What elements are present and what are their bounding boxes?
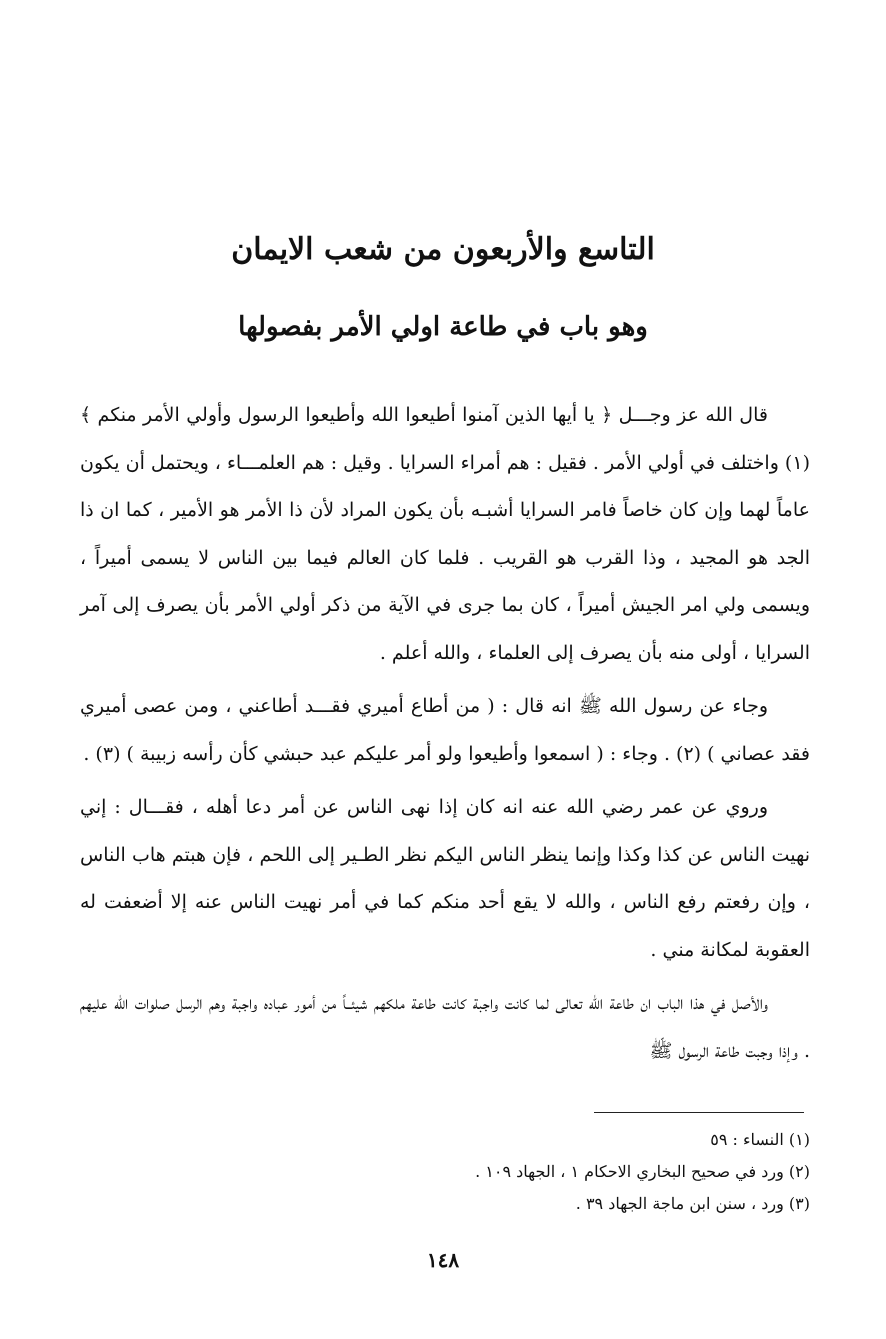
- footnote: (٣) ورد ، سنن ابن ماجة الجهاد ٣٩ .: [575, 1194, 810, 1213]
- footnote: (٢) ورد في صحيح البخاري الاحكام ١ ، الجهاد ١٠٩ .: [475, 1162, 810, 1181]
- chapter-subtitle: وهو باب في طاعة اولي الأمر بفصولها: [238, 312, 648, 342]
- paragraph: والأصل في هذا الباب ان طاعة الله تعالى لما كانت واجبة كانت طاعة ملكهم شيئــاً من أمور عباده واجبة وهم الرسل صلوات الله عليهم . وإذا وجبت طاعة الرسول ﷺ: [80, 992, 810, 1062]
- footnote-divider: [594, 1112, 804, 1113]
- chapter-title: التاسع والأربعون من شعب الايمان: [231, 232, 655, 267]
- paragraph: قال الله عز وجـــل ﴿ يا أيها الذين آمنوا أطيعوا الله وأطيعوا الرسول وأولي الأمر منكم ﴾ (١) واختلف في أولي الأمر . فقيل : هم أمراء السرايا . وقيل : هم العلمـــاء ، ويحتمل أن يكون عاماً لهما وإن كان خاصاً فامر السرايا أشبـه بأن يكون المراد لأن ذا الأمر هو الأمير ، كما ان ذا الجد هو المجيد ، وذا القرب هو القريب . فلما كان العالم فيما بين الناس لا يسمى أميراً ، ويسمى ولي امر الجيش أميراً ، كان بما جرى في الآية من ذكر أولي الأمر بأن يصرف إلى آمر السرايا ، أولى منه بأن يصرف إلى العلماء ، والله أعلم .: [80, 404, 810, 664]
- footnote: (١) النساء : ٥٩: [710, 1130, 810, 1149]
- footnotes: [80, 1124, 810, 1220]
- body-text: [80, 392, 810, 1081]
- paragraph: وجاء عن رسول الله ﷺ انه قال : ( من أطاع أميري فقـــد أطاعني ، ومن عصى أميري فقد عصاني ) (٢) . وجاء : ( اسمعوا وأطيعوا ولو أمر عليكم عبد حبشي كأن رأسه زبيبة ) (٣) .: [80, 695, 810, 765]
- paragraph: وروي عن عمر رضي الله عنه انه كان إذا نهى الناس عن أمر دعا أهله ، فقـــال : إني نهيت الناس عن كذا وكذا وإنما ينظر الناس اليكم نظر الطـير إلى اللحم ، فإن هبتم هاب الناس ، وإن رفعتم رفع الناس ، والله لا يقع أحد منكم كما في أمر نهيت الناس عنه إلا أضعفت له العقوبة لمكانة مني .: [80, 796, 810, 961]
- page-number: ١٤٨: [426, 1248, 460, 1272]
